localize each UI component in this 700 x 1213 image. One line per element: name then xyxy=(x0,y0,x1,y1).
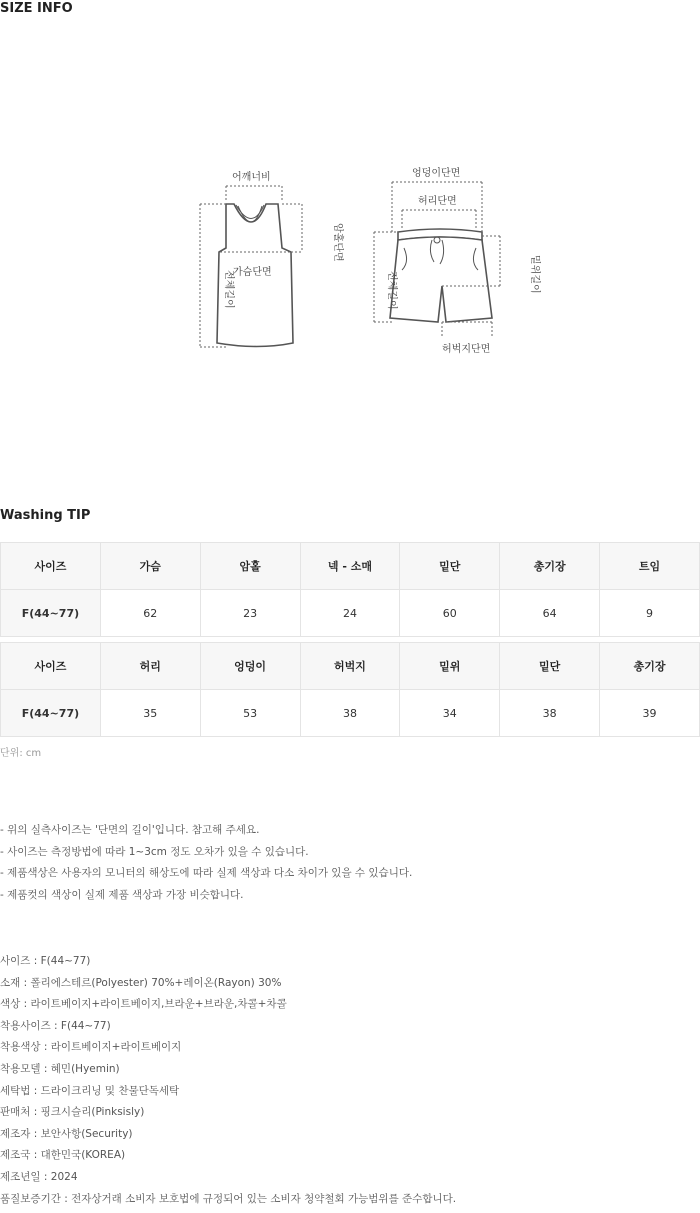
table-cell: 53 xyxy=(200,690,300,737)
info-line: 사이즈 : F(44~77) xyxy=(0,955,91,967)
info-line: 색상 : 라이트베이지+라이트베이지,브라운+브라운,차콜+차콜 xyxy=(0,998,287,1011)
table-header-cell: 암홀 xyxy=(200,543,300,590)
table-row xyxy=(1,690,700,737)
size-table-bottom xyxy=(0,642,700,737)
table-cell: 39 xyxy=(600,690,700,737)
table-header-cell: 총기장 xyxy=(500,543,600,590)
top-length-label: 전체길이 xyxy=(223,270,234,309)
chest-label: 가슴단면 xyxy=(233,267,272,278)
info-line: 착용모델 : 혜민(Hyemin) xyxy=(0,1062,120,1075)
table-cell: 62 xyxy=(100,590,200,637)
table-header-cell: 사이즈 xyxy=(1,643,101,690)
hip-label: 엉덩이단면 xyxy=(412,168,461,179)
table-cell: 34 xyxy=(400,690,500,737)
info-line: 판매처 : 핑크시슬리(Pinksisly) xyxy=(0,1106,145,1119)
bottom-length-label: 전체길이 xyxy=(386,271,397,310)
table-header-cell: 엉덩이 xyxy=(200,643,300,690)
table-cell: 35 xyxy=(100,690,200,737)
table-header-cell: 가슴 xyxy=(100,543,200,590)
table-header-cell: 허리 xyxy=(100,643,200,690)
info-line: 착용사이즈 : F(44~77) xyxy=(0,1019,111,1032)
waist-label: 허리단면 xyxy=(418,196,457,207)
table-header-cell: 넥 - 소매 xyxy=(300,543,400,590)
table-cell: 9 xyxy=(600,590,700,637)
shorts-illustration xyxy=(390,229,492,322)
info-line: 착용색상 : 라이트베이지+라이트베이지 xyxy=(0,1041,182,1054)
info-line: 소재 : 폴리에스테르(Polyester) 70%+레이온(Rayon) 30% xyxy=(0,976,282,989)
table-row xyxy=(1,590,700,637)
measurement-diagram xyxy=(0,150,700,370)
table-cell: 24 xyxy=(300,590,400,637)
note-line: - 제품색상은 사용자의 모니터의 해상도에 따라 실제 색상과 다소 차이가 있을 수 있습니다. xyxy=(0,867,413,880)
table-cell: 60 xyxy=(400,590,500,637)
armhole-label: 암홀단면 xyxy=(332,223,343,262)
table-header-cell: 트임 xyxy=(600,543,700,590)
product-info-list xyxy=(0,954,456,1213)
table-header-row xyxy=(1,543,700,590)
table-header-cell: 밑위 xyxy=(400,643,500,690)
table-cell: 38 xyxy=(500,690,600,737)
table-cell: F(44~77) xyxy=(1,590,101,637)
washing-tip-title: Washing TIP xyxy=(0,508,91,523)
note-line: - 위의 실측사이즈는 '단면의 길이'입니다. 참고해 주세요. xyxy=(0,824,260,836)
note-line: - 제품컷의 색상이 실제 제품 색상과 가장 비슷합니다. xyxy=(0,889,244,902)
info-line: 품질보증기간 : 전자상거래 소비자 보호법에 규정되어 있는 소비자 청약철회 가능범위를 준수합니다. xyxy=(0,1192,457,1205)
notes-list xyxy=(0,823,412,910)
table-header-cell: 허벅지 xyxy=(300,643,400,690)
info-line: 제조자 : 보안사항(Security) xyxy=(0,1127,133,1140)
info-line: 제조년일 : 2024 xyxy=(0,1170,78,1183)
size-table-top xyxy=(0,542,700,637)
table-header-row xyxy=(1,643,700,690)
table-cell: 64 xyxy=(500,590,600,637)
rise-label: 밑위길이 xyxy=(529,255,540,294)
thigh-label: 허벅지단면 xyxy=(442,344,491,355)
size-info-title: SIZE INFO xyxy=(0,1,73,16)
info-line: 세탁법 : 드라이크리닝 및 찬물단독세탁 xyxy=(0,1084,180,1097)
note-line: - 사이즈는 측정방법에 따라 1~3cm 정도 오차가 있을 수 있습니다. xyxy=(0,845,309,858)
unit-label: 단위: cm xyxy=(0,748,42,759)
table-header-cell: 밑단 xyxy=(500,643,600,690)
table-cell: 23 xyxy=(200,590,300,637)
table-cell: 38 xyxy=(300,690,400,737)
table-header-cell: 사이즈 xyxy=(1,543,101,590)
table-header-cell: 총기장 xyxy=(600,643,700,690)
info-line: 제조국 : 대한민국(KOREA) xyxy=(0,1149,126,1162)
table-header-cell: 밑단 xyxy=(400,543,500,590)
table-cell: F(44~77) xyxy=(1,690,101,737)
shoulder-label: 어깨너비 xyxy=(232,172,271,183)
